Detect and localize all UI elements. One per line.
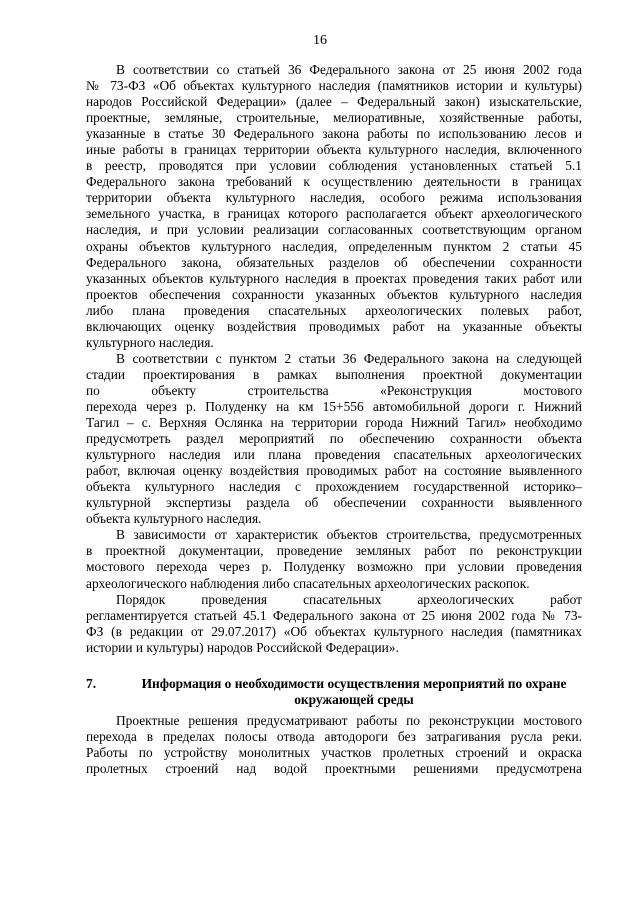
- paragraph-line: объекта культурного наследия.: [86, 511, 262, 527]
- paragraph-line: указанных объектов культурного наследия в проектах проведения таких работ или: [86, 270, 582, 286]
- paragraph-line: проектные, земляные, строительные, мелиоративные, хозяйственные работы,: [86, 110, 582, 126]
- paragraph-line: Проектные решения предусматривают работы по реконструкции мостового: [116, 712, 582, 728]
- paragraph-line: мостового перехода через р. Полуденку возможно при условии проведения: [86, 559, 582, 575]
- paragraph-line: культурной экспертизы раздела об обеспечении сохранности выявленного: [86, 495, 582, 511]
- paragraph-line: предусмотреть раздел мероприятий по обеспечению сохранности объекта: [86, 431, 582, 447]
- paragraph-line: в реестр, проводятся при условии соблюдения установленных статьей 5.1: [86, 158, 582, 174]
- paragraph-line: указанные в статье 30 Федерального закона работы по использованию лесов и: [86, 126, 582, 142]
- paragraph-line: объекта культурного наследия с прохождением государственной историко–: [86, 479, 582, 495]
- paragraph-legal-basis: [86, 62, 582, 351]
- paragraph-line: Тагил – с. Верхняя Ослянка на территории города Нижний Тагил» необходимо: [86, 415, 582, 431]
- paragraph-line: стадии проектирования в рамках выполнения проектной документации: [86, 366, 582, 382]
- paragraph-line: иные работы в границах территории объекта культурного наследия, включенного: [86, 142, 582, 158]
- paragraph-line: пролетных строений над водой проектными решениями предусмотрена: [86, 760, 582, 776]
- paragraph-line: в проектной документации, проведение земляных работ по реконструкции: [86, 543, 582, 559]
- paragraph-line: археологического наблюдения либо спасательных археологических раскопок.: [86, 575, 530, 591]
- paragraph-line: перехода через р. Полуденку на км 15+556 автомобильной дороги г. Нижний: [86, 398, 582, 414]
- paragraph-line: культурного наследия.: [86, 334, 214, 350]
- paragraph-line: В зависимости от характеристик объектов строительства, предусмотренных: [116, 527, 582, 543]
- paragraph-line: проектов обеспечения сохранности указанных объектов культурного наследия: [86, 286, 582, 302]
- paragraph-earthworks: [86, 527, 582, 591]
- paragraph-line: либо плана проведения спасательных археологических полевых работ,: [86, 302, 582, 318]
- section-title: [126, 676, 582, 708]
- paragraph-line: Работы по устройству монолитных участков пролетных строений и окраска: [86, 744, 582, 760]
- paragraph-procedure: [86, 592, 582, 656]
- paragraph-line: Федерального закона требований к осуществлению деятельности в границах: [86, 174, 582, 190]
- page-number: 16: [313, 33, 327, 48]
- paragraph-project-decisions: [86, 713, 582, 777]
- section-title-line: окружающей среды: [294, 691, 414, 707]
- paragraph-line: охраны объектов культурного наследия, определенным пунктом 2 статьи 45: [86, 238, 582, 254]
- paragraph-line: № 73-ФЗ «Об объектах культурного наследия (памятников истории и культуры): [86, 78, 582, 94]
- paragraph-line: народов Российской Федерации» (далее – Федеральный закон) изыскательские,: [86, 94, 582, 110]
- paragraph-line: ФЗ (в редакции от 29.07.2017) «Об объектах культурного наследия (памятниках: [86, 623, 582, 639]
- paragraph-line: по объекту строительства «Реконструкция мостового: [86, 382, 582, 398]
- document-body: [86, 62, 582, 777]
- section-title-line: Информация о необходимости осуществления мероприятий по охране: [141, 675, 567, 691]
- paragraph-line: истории и культуры) народов Российской Федерации».: [86, 639, 399, 655]
- paragraph-line: включающих оценку воздействия проводимых работ на указанные объекты: [86, 318, 582, 334]
- paragraph-line: территории объекта культурного наследия, особого режима использования: [86, 190, 582, 206]
- paragraph-line: наследия, и при условии реализации согласованных соответствующим органом: [86, 222, 582, 238]
- section-heading: [86, 676, 582, 710]
- paragraph-line: регламентируется статьей 45.1 Федерального закона от 25 июня 2002 года № 73-: [86, 607, 582, 623]
- paragraph-design-stage: [86, 351, 582, 528]
- paragraph-line: В соответствии со статьей 36 Федерального закона от 25 июня 2002 года: [116, 62, 582, 77]
- paragraph-line: перехода в пределах полосы отвода автодороги без затрагивания русла реки.: [86, 728, 582, 744]
- paragraph-line: Федерального закона, обязательных разделов об обеспечении сохранности: [86, 254, 582, 270]
- paragraph-line: земельного участка, в границах которого располагается объект археологического: [86, 206, 582, 222]
- paragraph-line: культурного наследия или плана проведения спасательных археологических: [86, 447, 582, 463]
- paragraph-line: В соответствии с пунктом 2 статьи 36 Федерального закона на следующей: [116, 350, 582, 366]
- paragraph-line: работ, включая оценку воздействия проводимых работ на состояние выявленного: [86, 463, 582, 479]
- paragraph-line: Порядок проведения спасательных археологических работ: [116, 591, 582, 607]
- section-number: 7.: [86, 675, 97, 691]
